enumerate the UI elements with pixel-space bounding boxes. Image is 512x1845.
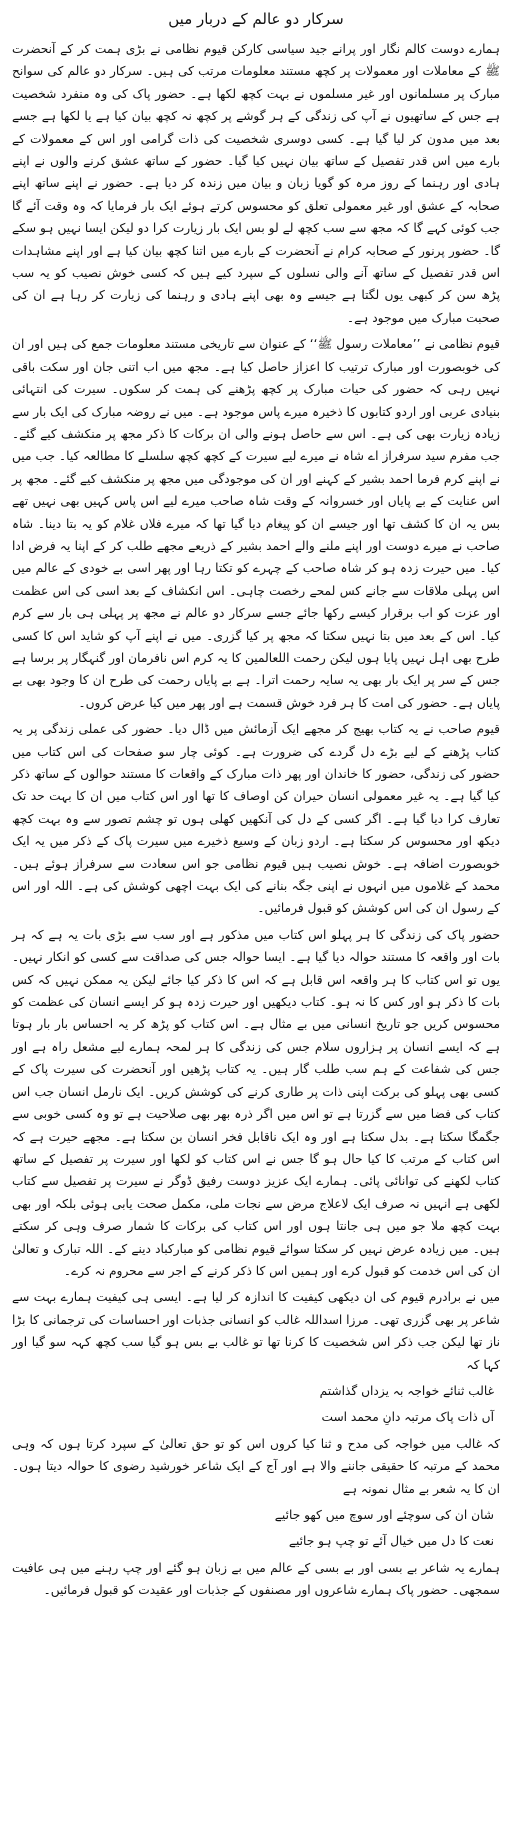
- verse-line: نعت کا دل میں خیال آئے تو چپ ہو جائیے: [288, 1534, 494, 1549]
- verse-line: غالب ثنائے خواجہ بہ یزداں گذاشتم: [319, 1383, 494, 1398]
- verse-line: شان ان کی سوچئے اور سوچ میں کھو جائیے: [274, 1508, 494, 1522]
- paragraph: قیوم نظامی نے ’’معاملات رسول ﷺ‘‘ کے عنوان سے تاریخی مستند معلومات جمع کی ہیں اور ان کی خوبصورت اور مبارک ترتیب کا اعزاز حاصل کیا ہے۔ مجھ میں اب اتنی جان اور سکت باقی نہیں رہی کہ حضور کی حیات مبارک پر کچھ پڑھنے کی ہمت کر سکوں۔ سیرت کی انتہائی بنیادی عربی اور اردو کتابوں کا ذخیرہ میرے پاس موجود ہے۔ میں نے روضہ مبارک کی ایک بار سے زیادہ زیارت بھی کی ہے۔ اس سے حاصل ہونے والی ان برکات کا ذکر مجھ پر منکشف کیے گئے۔ جب مفرم سید سرفراز اے شاہ نے میرے لیے سیرت کے کچھ کچھ سلسلے کا مطالعہ کیا۔ جب میں نے اپنے کرم فرما احمد بشیر کے کہنے اور ان کی موجودگی میں مجھ پر منکشف کیے گئے۔ مجھ پر اس عنایت کے بے پایاں اور خسروانہ کے وقت شاہ صاحب میرے لیے اس پاس کہیں بھی نہیں تھے بس یہ ان کا کشف تھا اور جیسے ان کو پیغام دیا گیا تھا کہ میرے فلاں غلام کو یہ بتا دینا۔ شاہ صاحب نے میرے دوست اور اپنے ملنے والے احمد بشیر کے ذریعے مجھے طلب کر کے اپنا یہ فرض ادا کیا۔ میں حیرت زدہ ہو کر شاہ صاحب کے چہرے کو تکتا رہا اور پھر اسی بے خودی کے عالم میں اس پہلی ملاقات سے جانے کس لمحے رخصت چاہی۔ اس انکشاف کے بعد اسی کی اس عظمت اور عزت کو اب برقرار کیسے رکھا جائے جسے سرکار دو عالم نے مجھ پر پہلی ہی بار سے کرم کیا۔ اس کے بعد میں بتا نہیں سکتا کہ مجھ پر کیا گزری۔ میں نے اپنے آپ کو شاید اس کا کسی طرح بھی اہل نہیں پایا ہوں لیکن رحمت اللعالمین کا یہ کرم اس نافرمان اور گنہگار پر برسا ہے جس کے سر پر ایک بار بھی یہ سایہ رحمت اترا۔ ہے بے پایاں رحمت کی طرح ان کا وجود بھی بے پایاں ہے۔ حضور کی امت کا ہر فرد خوش قسمت ہے اور پھر میں کیا عرض کروں۔: [12, 337, 500, 710]
- closing-paragraph: ہمارے یہ شاعر بے بسی اور بے بسی کے عالم میں بے زبان ہو گئے اور چپ رہنے میں ہی عافیت سمجھی۔ حضور پاک ہمارے شاعروں اور مصنفوں کے جذبات اور عقیدت کو قبول فرمائیں۔: [12, 1560, 500, 1598]
- paragraph: ہمارے دوست کالم نگار اور پرانے جید سیاسی کارکن قیوم نظامی نے بڑی ہمت کر کے آنحضرت ﷺ کے معاملات اور معمولات پر کچھ مستند معلومات مرتب کی ہیں۔ سرکار دو عالم کی سوانح مبارک پر مسلمانوں اور غیر مسلموں نے بہت کچھ لکھا ہے۔ حضور پاک کی وہ منفرد شخصیت ہے جس کے ساتھیوں نے آپ کی زندگی کے ہر گوشے پر کچھ نہ کچھ بیان کیا ہے یا لکھا ہے جسے بعد میں مدون کر لیا گیا ہے۔ کسی دوسری شخصیت کی ذات گرامی اور اس کے معمولات کے بارے میں اس قدر تفصیل کے ساتھ بیان نہیں کیا گیا۔ حضور کے ساتھ عشق کرنے والوں نے اپنے ہادی اور رہنما کے روز مرہ کو گویا زبان و بیان میں زندہ کر دیا ہے۔ حضور نے اپنے ساتھ اپنے صحابہ کے عشق اور غیر معمولی تعلق کو محسوس کرتے ہوئے ایک بار فرمایا کہ وہ وقت آئے گا جب کوئی کہے گا کہ مجھ سے سب کچھ لے لو بس ایک بار زیارت کرا دو لیکن ایسا نہیں ہو سکے گا۔ حضور پرنور کے صحابہ کرام نے آنحضرت کے بارے میں اتنا کچھ بیان کیا ہے اور اپنے مشاہدات اس قدر تفصیل کے ساتھ آنے والی نسلوں کے سپرد کیے ہیں کہ کسی خوش نصیب کو یہ سب پڑھ سن کر کبھی یوں لگتا ہے جیسے وہ بھی اپنے ہادی و رہنما کی زیارت کر رہا ہے ان کی صحبت مبارک میں موجود ہے۔: [12, 42, 500, 325]
- paragraph: میں نے برادرم قیوم کی ان دیکھی کیفیت کا اندازہ کر لیا ہے۔ ایسی ہی کیفیت ہمارے بہت سے شاعر پر بھی گزری تھی۔ مرزا اسداللہ غالب کو انسانی جذبات اور احساسات کی ترجمانی کا بڑا ناز تھا لیکن جب ذکر اس شخصیت کا کرنا تھا تو غالب بے بس ہو گیا سب کچھ کہہ سو گیا اور کہا کہ: [12, 1290, 500, 1372]
- paragraph: قیوم صاحب نے یہ کتاب بھیج کر مجھے ایک آزمائش میں ڈال دیا۔ حضور کی عملی زندگی پر یہ کتاب پڑھنے کے لیے بڑے دل گردے کی ضرورت ہے۔ کوئی چار سو صفحات کی اس کتاب میں حضور کی زندگی، حضور کا خاندان اور پھر ذات مبارک کے واقعات کا مستند حوالوں کے ساتھ ذکر کیا گیا ہے۔ یہ غیر معمولی انسان حیران کن اوصاف کا تھا اور اس کتاب میں ان کا بہت حد تک تعارف کرا دیا گیا ہے۔ اگر کسی کے دل کی آنکھیں کھلی ہوں تو چشم تصور سے وہ بہت کچھ دیکھ اور محسوس کر سکتا ہے۔ اردو زبان کے وسیع ذخیرے میں سیرت پاک کے ذکر میں یہ ایک خوبصورت اضافہ ہے۔ خوش نصیب ہیں قیوم نظامی جو اس سعادت سے سرفراز ہوئے ہیں۔ محمد کے غلاموں میں انہوں نے اپنی جگہ بنانے کی ایک بہت اچھی کوشش کی ہے۔ اللہ اور اس کے رسول ان کی اس کوشش کو قبول فرمائیں۔: [12, 722, 500, 916]
- verse-line: آں ذات پاک مرتبہ دانِ محمد است: [321, 1410, 494, 1425]
- paragraph: کہ غالب میں خواجہ کی مدح و ثنا کیا کروں اس کو تو حق تعالیٰ کے سپرد کرتا ہوں کہ وہی محمد کے مرتبہ کا حقیقی جاننے والا ہے اور آج کے ایک شاعر خورشید رضوی کا حوالہ دیتا ہوں۔ ان کا یہ شعر بے مثال نمونہ ہے: [12, 1436, 500, 1496]
- article-title: سرکار دو عالم کے دربار میں: [168, 10, 344, 28]
- paragraph: حضور پاک کی زندگی کا ہر پہلو اس کتاب میں مذکور ہے اور سب سے بڑی بات یہ ہے کہ ہر بات اور واقعہ کا مستند حوالہ دیا گیا ہے۔ ایسا حوالہ جس کی صداقت سے کسی کو انکار نہیں۔ یوں تو اس کتاب کا ہر واقعہ اس قابل ہے کہ اس کا ذکر کیا جائے لیکن یہ ممکن نہیں کہ کس بات کا ذکر ہو اور کس کا نہ ہو۔ کتاب دیکھیں اور حیرت زدہ ہو کر ایسے انسان کی عظمت کو محسوس کریں جو تاریخ انسانی میں بے مثال ہے۔ اس کتاب کو پڑھ کر یہ احساس بار بار ہوتا ہے کہ ایسے انسان پر ہزاروں سلام جس کی زندگی کا ہر لمحہ ہمارے لیے مشعل راہ ہے اور جس کی شفاعت کے ہم سب طلب گار ہیں۔ یہ کتاب پڑھیں اور آنحضرت کی سیرت پاک کے کسی بھی پہلو کی برکت اپنی ذات پر طاری کرنے کی کوشش کریں۔ ایک نارمل انسان جب اس کتاب کی فضا میں سے گزرتا ہے تو اس میں اگر ذرہ بھر بھی صلاحیت ہے تو وہ کسی خوبی سے جگمگا سکتا ہے۔ بدل سکتا ہے اور وہ ایک ناقابل فخر انسان بن سکتا ہے۔ مجھے حیرت ہے کہ اس کتاب کے مرتب کا کیا حال ہو گا جس نے اس کتاب کو لکھا اور سیرت پر تفصیل کے ساتھ کتاب لکھنے کی توانائی پائی۔ ہمارے ایک عزیز دوست رفیق ڈوگر نے سیرت پر تفصیل سے کتاب لکھی ہے انہیں نہ صرف ایک لاعلاج مرض سے نجات ملی، مکمل صحت یابی ہوئی بلکہ اور بھی بہت کچھ ملا جو میں ہی جانتا ہوں اور اس کتاب کی برکات کا شمار صرف وہی کر سکتے ہیں۔ میں زیادہ عرض نہیں کر سکتا سوائے قیوم نظامی کو مبارکباد دینے کے۔ اللہ تبارک و تعالیٰ ان کی اس خدمت کو قبول کرے اور ہمیں اس کا ذکر کرنے کے اجر سے محروم نہ کرے۔: [12, 927, 500, 1278]
